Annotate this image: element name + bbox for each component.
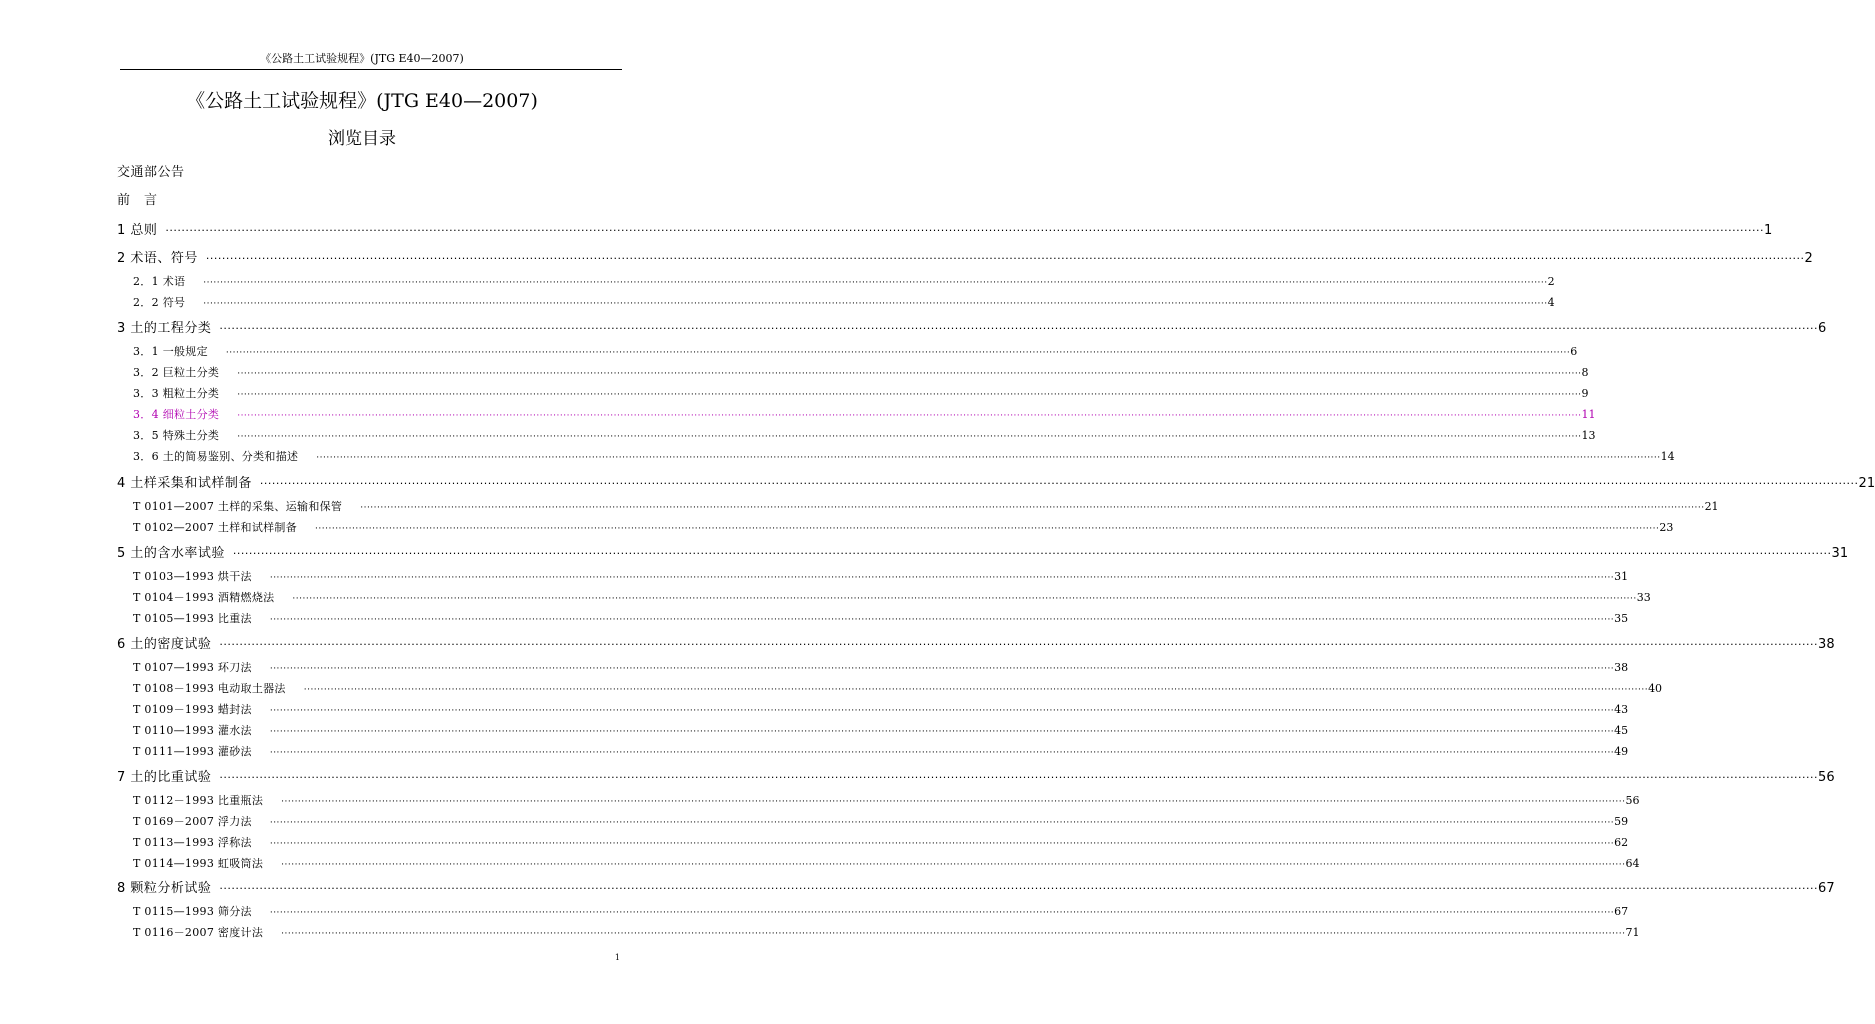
toc-page-number: 43	[1614, 703, 1629, 716]
toc-page-number: 1	[1764, 223, 1773, 238]
toc-section-row[interactable]	[117, 745, 1629, 760]
toc-leader-dots: ················································································································································································································································································································································································································	[269, 727, 1615, 737]
toc-entry-title: 3 土的工程分类	[117, 321, 212, 336]
toc-leader-dots: ················································································································································································································································································································································································································	[219, 771, 1819, 784]
toc-entry-title: T 0112－1993 比重瓶法	[133, 794, 264, 807]
toc-entry-title: 3．2 巨粒土分类	[133, 366, 220, 379]
toc-entry-title: T 0103—1993 烘干法	[133, 570, 252, 583]
toc-leader-dots: ················································································································································································································································································································································································································	[237, 411, 1582, 421]
toc-leader-dots: ················································································································································································································································································································································································································	[237, 390, 1582, 400]
toc-section-row[interactable]	[117, 836, 1629, 851]
toc-entry-title: 4 土样采集和试样制备	[117, 476, 252, 491]
toc-page-number: 23	[1659, 521, 1674, 534]
toc-page-number: 8	[1581, 366, 1589, 379]
toc-entry-title: 前 言	[117, 193, 158, 208]
toc-leader-dots: ················································································································································································································································································································································································································	[315, 524, 1660, 534]
toc-entry-title: T 0114—1993 虹吸筒法	[133, 857, 264, 870]
toc-chapter-row[interactable]	[117, 320, 1827, 337]
toc-leader-dots: ················································································································································································································································································································································································································	[303, 685, 1649, 695]
toc-section-row[interactable]	[117, 366, 1589, 381]
toc-entry-title: T 0102—2007 土样和试样制备	[133, 521, 298, 534]
toc-page-number: 2	[1804, 251, 1813, 266]
toc-page-number: 67	[1818, 881, 1835, 896]
toc-entry-title: 1 总则	[117, 223, 158, 238]
toc-leader-dots: ················································································································································································································································································································································································································	[269, 839, 1615, 849]
toc-section-row[interactable]	[117, 500, 1719, 515]
toc-leader-dots: ················································································································································································································································································································································································································	[316, 453, 1661, 463]
toc-entry-title: 6 土的密度试验	[117, 637, 212, 652]
toc-page-number: 21	[1704, 500, 1719, 513]
toc-leader-dots: ················································································································································································································································································································································································································	[219, 882, 1819, 895]
toc-entry-title: T 0115—1993 筛分法	[133, 905, 252, 918]
document-subtitle: 浏览目录	[328, 129, 396, 149]
toc-section-row[interactable]	[117, 794, 1640, 809]
toc-chapter-row[interactable]	[117, 880, 1835, 897]
toc-section-row[interactable]	[117, 926, 1640, 941]
toc-page-number: 67	[1614, 905, 1629, 918]
toc-section-row[interactable]	[117, 905, 1629, 920]
toc-page-number: 33	[1636, 591, 1651, 604]
toc-section-row[interactable]	[117, 345, 1578, 360]
toc-chapter-row[interactable]	[117, 250, 1813, 267]
toc-leader-dots: ················································································································································································································································································································································································································	[237, 369, 1582, 379]
toc-entry-title: 2 术语、符号	[117, 251, 198, 266]
toc-section-row[interactable]	[117, 296, 1555, 311]
toc-entry-title: 3．3 粗粒土分类	[133, 387, 220, 400]
toc-page-number: 62	[1614, 836, 1629, 849]
toc-page-number: 59	[1614, 815, 1629, 828]
toc-chapter-row[interactable]	[117, 475, 1875, 492]
toc-chapter-row[interactable]	[117, 192, 614, 209]
toc-leader-dots: ················································································································································································································································································································································································································	[232, 547, 1832, 560]
toc-entry-title: 8 颗粒分析试验	[117, 881, 212, 896]
toc-section-row[interactable]	[117, 815, 1629, 830]
toc-page-number: 49	[1614, 745, 1629, 758]
toc-leader-dots: ················································································································································································································································································································································································································	[281, 929, 1626, 939]
toc-page-number: 64	[1625, 857, 1640, 870]
toc-section-row[interactable]	[117, 612, 1629, 627]
toc-entry-title: T 0109－1993 蜡封法	[133, 703, 252, 716]
toc-entry-title: T 0116－2007 密度计法	[133, 926, 264, 939]
toc-page-number: 40	[1648, 682, 1663, 695]
toc-leader-dots: ················································································································································································································································································································································································································	[269, 615, 1615, 625]
toc-entry-title: T 0108－1993 电动取土器法	[133, 682, 286, 695]
toc-leader-dots: ················································································································································································································································································································································································································	[219, 322, 1819, 335]
toc-page-number: 13	[1581, 429, 1596, 442]
toc-page-number: 11	[1581, 408, 1596, 421]
toc-leader-dots: ················································································································································································································································································································································································································	[360, 503, 1705, 513]
toc-entry-title: T 0110—1993 灌水法	[133, 724, 252, 737]
toc-leader-dots: ················································································································································································································································································································································································································	[219, 638, 1819, 651]
toc-entry-title: T 0104－1993 酒精燃烧法	[133, 591, 275, 604]
toc-entry-title: 3．5 特殊土分类	[133, 429, 220, 442]
toc-page-number: 6	[1818, 321, 1827, 336]
toc-section-row[interactable]	[117, 429, 1596, 444]
toc-page-number: 6	[1570, 345, 1578, 358]
toc-page-number: 2	[1547, 275, 1555, 288]
document-title: 《公路土工试验规程》(JTG E40—2007)	[186, 90, 538, 112]
toc-leader-dots: ················································································································································································································································································································································································································	[237, 432, 1582, 442]
toc-leader-dots: ················································································································································································································································································································································································································	[205, 252, 1805, 265]
toc-chapter-row[interactable]	[117, 164, 614, 181]
toc-section-row[interactable]	[117, 570, 1629, 585]
toc-chapter-row[interactable]	[117, 545, 1849, 562]
toc-entry-title: 2．2 符号	[133, 296, 186, 309]
toc-entry-title: 7 土的比重试验	[117, 770, 212, 785]
toc-leader-dots: ················································································································································································································································································································································································································	[269, 706, 1615, 716]
toc-leader-dots: ················································································································································································································································································································································································································	[292, 594, 1637, 604]
toc-page-number: 4	[1547, 296, 1555, 309]
toc-entry-title: T 0113—1993 浮称法	[133, 836, 252, 849]
toc-entry-title: 3．4 细粒土分类	[133, 408, 220, 421]
page-number: 1	[614, 953, 620, 962]
running-header: 《公路土工试验规程》(JTG E40—2007)	[260, 52, 464, 65]
toc-page-number: 38	[1614, 661, 1629, 674]
toc-entry-title: T 0105—1993 比重法	[133, 612, 252, 625]
toc-leader-dots: ················································································································································································································································································································································································································	[281, 797, 1626, 807]
toc-leader-dots: ················································································································································································································································································································································································································	[259, 477, 1859, 490]
toc-leader-dots: ················································································································································································································································································································································································································	[269, 818, 1615, 828]
toc-leader-dots: ················································································································································································································································································································································································································	[269, 573, 1615, 583]
toc-page-number: 21	[1858, 476, 1875, 491]
toc-page-number: 38	[1818, 637, 1835, 652]
toc-page-number: 14	[1660, 450, 1675, 463]
toc-page-number: 35	[1614, 612, 1629, 625]
toc-page-number: 56	[1625, 794, 1640, 807]
toc-leader-dots: ················································································································································································································································································································································································································	[203, 299, 1548, 309]
toc-chapter-row[interactable]	[117, 636, 1835, 653]
toc-entry-title: 2．1 术语	[133, 275, 186, 288]
toc-chapter-row[interactable]	[117, 769, 1835, 786]
toc-page-number: 56	[1818, 770, 1835, 785]
toc-entry-title: 3．1 一般规定	[133, 345, 208, 358]
toc-section-row[interactable]	[117, 450, 1675, 465]
toc-section-row[interactable]	[117, 724, 1629, 739]
toc-leader-dots: ················································································································································································································································································································································································································	[165, 224, 1765, 237]
toc-section-row[interactable]	[117, 275, 1555, 290]
toc-entry-title: T 0169－2007 浮力法	[133, 815, 252, 828]
toc-section-row[interactable]	[117, 387, 1589, 402]
toc-section-row[interactable]	[117, 408, 1596, 423]
toc-section-row[interactable]	[117, 857, 1640, 872]
toc-entry-title: 3．6 土的简易鉴别、分类和描述	[133, 450, 299, 463]
header-rule	[120, 69, 622, 70]
toc-entry-title: T 0107—1993 环刀法	[133, 661, 252, 674]
toc-page-number: 31	[1831, 546, 1849, 561]
toc-leader-dots: ················································································································································································································································································································································································································	[269, 748, 1615, 758]
toc-entry-title: T 0101—2007 土样的采集、运输和保管	[133, 500, 343, 513]
toc-page-number: 71	[1625, 926, 1640, 939]
toc-leader-dots: ················································································································································································································································································································································································································	[225, 348, 1571, 358]
toc-leader-dots: ················································································································································································································································································································································································································	[281, 860, 1626, 870]
toc-entry-title: 5 土的含水率试验	[117, 546, 225, 561]
toc-leader-dots: ················································································································································································································································································································································································································	[269, 664, 1615, 674]
toc-page-number: 31	[1614, 570, 1629, 583]
toc-leader-dots: ················································································································································································································································································································································································································	[203, 278, 1548, 288]
toc-section-row[interactable]	[117, 703, 1629, 718]
toc-section-row[interactable]	[117, 591, 1651, 606]
toc-entry-title: 交通部公告	[117, 165, 185, 180]
toc-page-number: 9	[1581, 387, 1589, 400]
toc-leader-dots: ················································································································································································································································································································································································································	[269, 908, 1615, 918]
toc-page-number: 45	[1614, 724, 1629, 737]
toc-section-row[interactable]	[117, 521, 1674, 536]
toc-section-row[interactable]	[117, 661, 1629, 676]
toc-section-row[interactable]	[117, 682, 1663, 697]
toc-chapter-row[interactable]	[117, 222, 1773, 239]
toc-entry-title: T 0111—1993 灌砂法	[133, 745, 252, 758]
